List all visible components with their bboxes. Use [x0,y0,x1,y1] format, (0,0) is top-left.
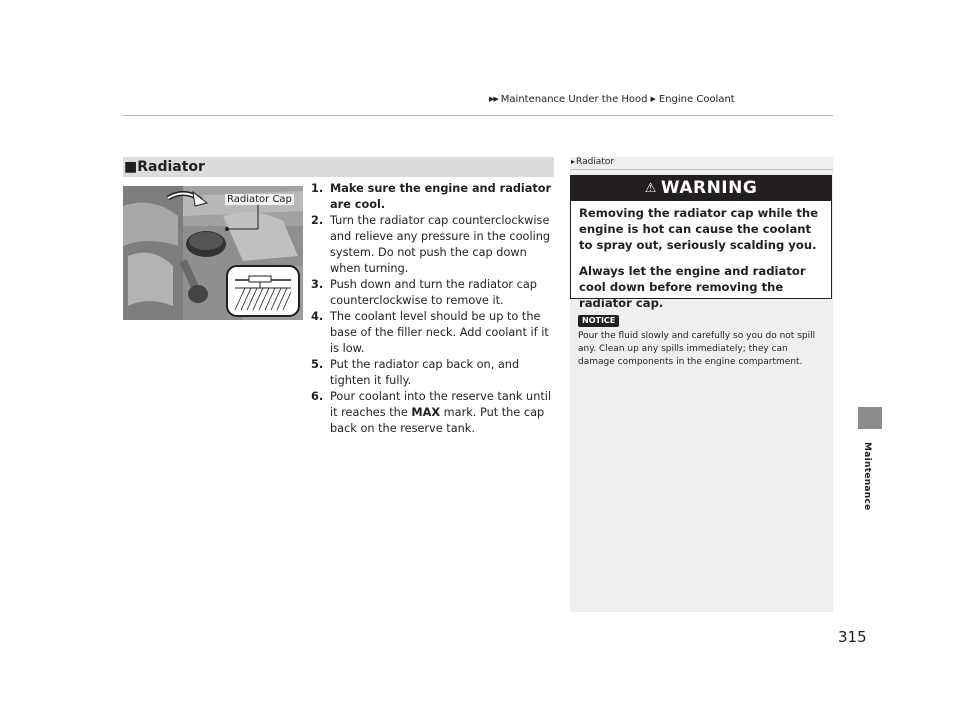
double-arrow-icon: ▶▶ [489,95,498,103]
square-bullet-icon: ■ [124,159,138,175]
notice-badge: NOTICE [578,315,619,327]
breadcrumb [489,94,735,105]
header-divider [123,115,833,116]
reference-icon: ▸ [571,157,576,166]
notice-text: Pour the fluid slowly and carefully so you do not spill any. Clean up any spills immediately; they can damage components in the engine compartment. [578,331,816,367]
chapter-tab-label: Maintenance [862,442,872,511]
chapter-tab[interactable] [858,407,882,429]
warning-triangle-icon: ⚠ [644,181,657,196]
engine-bay-illustration [123,186,303,320]
warning-text [579,205,825,321]
notes-divider [570,169,833,170]
warning-paragraph: Removing the radiator cap while the engine is hot can cause the coolant to spray out, seriously scalding you. [579,206,819,252]
breadcrumb-item[interactable]: Engine Coolant [658,94,735,105]
step-item: 5. Put the radiator cap back on, and tighten it fully. [311,358,520,387]
step-item: 6. Pour coolant into the reserve tank until it reaches the MAX mark. Put the cap back on the reserve tank. [311,390,552,435]
page-number: 315 [838,628,867,646]
figure-callout: Radiator Cap [227,194,292,205]
warning-box [570,175,832,310]
step-item: 4. The coolant level should be up to the base of the filler neck. Add coolant if it is low. [311,310,549,355]
note-reference[interactable]: ▸Radiator [571,157,615,167]
warning-paragraph: Always let the engine and radiator cool down before removing the radiator cap. [579,264,806,310]
procedure-steps [311,181,556,437]
breadcrumb-item[interactable]: Maintenance Under the Hood [500,94,648,105]
arrow-icon: ▶ [650,95,656,103]
radiator-cap-illustration [123,186,303,320]
warning-header: ⚠ WARNING [571,176,831,201]
step-item: 3. Push down and turn the radiator cap counterclockwise to remove it. [311,278,537,307]
step-item: 2. Turn the radiator cap counterclockwise and relieve any pressure in the cooling system. Do not push the cap down when turning. [311,214,551,275]
section-title: ■Radiator [124,159,205,175]
step-item: 1. Make sure the engine and radiator are cool. [311,182,552,211]
